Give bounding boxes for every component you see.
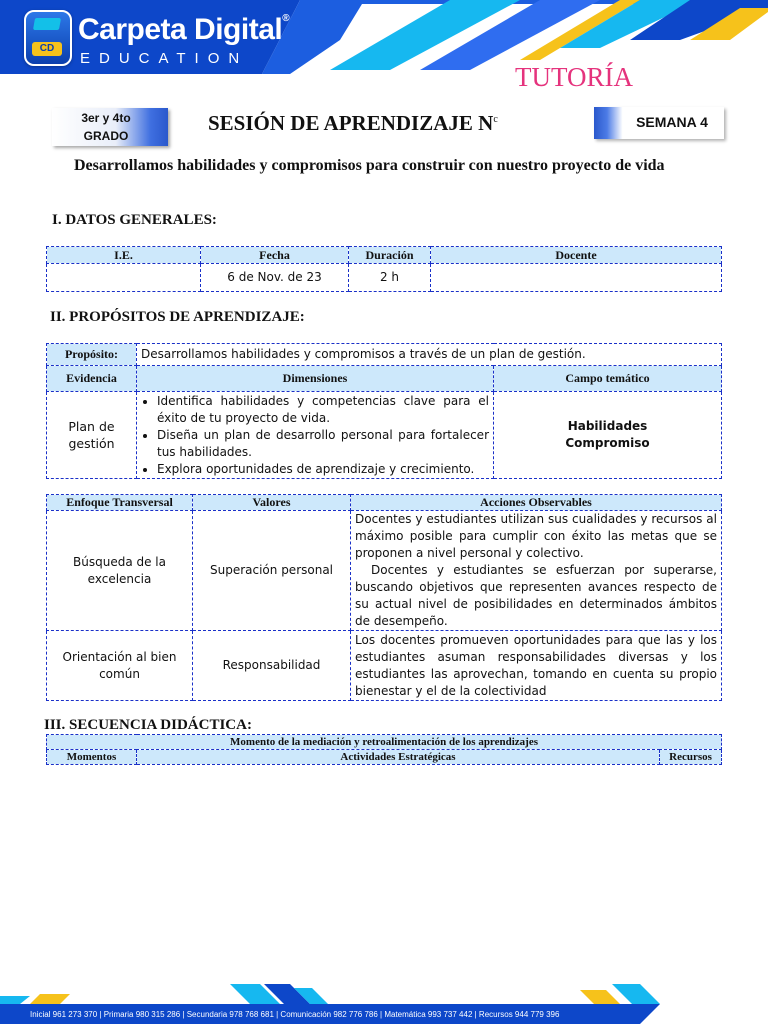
table-header: Duración bbox=[349, 247, 431, 264]
section-heading-secuencia: III. SECUENCIA DIDÁCTICA: bbox=[44, 717, 252, 733]
valor-value: Superación personal bbox=[193, 511, 351, 631]
session-subtitle: Desarrollamos habilidades y compromisos para construir con nuestro proyecto de vida bbox=[74, 157, 665, 174]
proposito-label: Propósito: bbox=[47, 344, 137, 366]
ie-value bbox=[47, 264, 201, 292]
table-header: Recursos bbox=[660, 750, 722, 765]
table-header: Acciones Observables bbox=[351, 495, 722, 511]
brand-logo bbox=[24, 10, 72, 66]
valor-value: Responsabilidad bbox=[193, 631, 351, 701]
brand-badge-text: CD bbox=[32, 42, 62, 56]
section-heading-datos-generales: I. DATOS GENERALES: bbox=[52, 212, 217, 228]
tutoria-title: TUTORÍA bbox=[515, 62, 633, 92]
enfoques-table bbox=[46, 494, 722, 701]
table-header: Fecha bbox=[201, 247, 349, 264]
secuencia-table bbox=[46, 734, 722, 765]
table-header: Docente bbox=[431, 247, 722, 264]
table-row bbox=[47, 631, 722, 701]
table-header: Actividades Estratégicas bbox=[137, 750, 660, 765]
graduation-cap-icon bbox=[33, 18, 61, 30]
table-row bbox=[47, 511, 722, 631]
acciones-value: Los docentes promueven oportunidades para que las y los estudiantes asuman responsabilidades diversas y los estudiantes las aprovechan, tomando en cuenta su propio bienestar y el de la colectividad bbox=[351, 631, 722, 701]
brand-subtitle: EDUCATION bbox=[80, 50, 249, 67]
enfoque-value: Búsqueda de la excelencia bbox=[47, 511, 193, 631]
table-header: Evidencia bbox=[47, 366, 137, 392]
week-label: SEMANA 4 bbox=[636, 114, 708, 130]
list-item: • Identifica habilidades y competencias clave para el éxito de tu proyecto de vida. bbox=[157, 393, 489, 427]
grade-line-1: 3er y 4to bbox=[81, 111, 131, 125]
list-item: • Explora oportunidades de aprendizaje y crecimiento. bbox=[157, 461, 489, 478]
duracion-value: 2 h bbox=[349, 264, 431, 292]
table-header: Valores bbox=[193, 495, 351, 511]
brand-name: Carpeta Digital® bbox=[78, 13, 290, 46]
table-header: Enfoque Transversal bbox=[47, 495, 193, 511]
secuencia-banner: Momento de la mediación y retroalimentación de los aprendizajes bbox=[47, 735, 722, 750]
table-header: Dimensiones bbox=[137, 366, 494, 392]
list-item: • Diseña un plan de desarrollo personal para fortalecer tus habilidades. bbox=[157, 427, 489, 461]
table-header: Campo temático bbox=[494, 366, 722, 392]
evidencia-value: Plan de gestión bbox=[47, 392, 137, 479]
fecha-value: 6 de Nov. de 23 bbox=[201, 264, 349, 292]
grade-badge bbox=[52, 108, 168, 146]
footer-contacts: Inicial 961 273 370 | Primaria 980 315 286 | Secundaria 978 768 681 | Comunicación 982 776 786 | Matemática 993 737 442 | Recursos 944 779 396 bbox=[30, 1010, 560, 1019]
session-title: SESIÓN DE APRENDIZAJE $N^c$ bbox=[208, 111, 498, 135]
datos-generales-table bbox=[46, 246, 722, 292]
week-badge bbox=[594, 107, 724, 139]
dimensiones-list-cell bbox=[137, 392, 494, 479]
acciones-value: Docentes y estudiantes utilizan sus cualidades y recursos al máximo posible para cumplir con éxito las metas que se proponen a nivel personal y colectivo. Docentes y estudiantes se esfuerzan por superarse, buscando objetivos que representen avances respecto de su actual nivel de posibilidades en determinados ámbitos de desempeño. bbox=[351, 511, 722, 631]
propositos-table bbox=[46, 343, 722, 479]
proposito-value: Desarrollamos habilidades y compromisos a través de un plan de gestión. bbox=[137, 344, 722, 366]
docente-value bbox=[431, 264, 722, 292]
section-heading-propositos: II. PROPÓSITOS DE APRENDIZAJE: bbox=[50, 309, 305, 325]
campo-tematico-value: Habilidades Compromiso bbox=[494, 392, 722, 479]
table-header: I.E. bbox=[47, 247, 201, 264]
table-header: Momentos bbox=[47, 750, 137, 765]
dimensiones-list bbox=[141, 393, 489, 478]
enfoque-value: Orientación al bien común bbox=[47, 631, 193, 701]
grade-line-2: GRADO bbox=[83, 129, 129, 143]
